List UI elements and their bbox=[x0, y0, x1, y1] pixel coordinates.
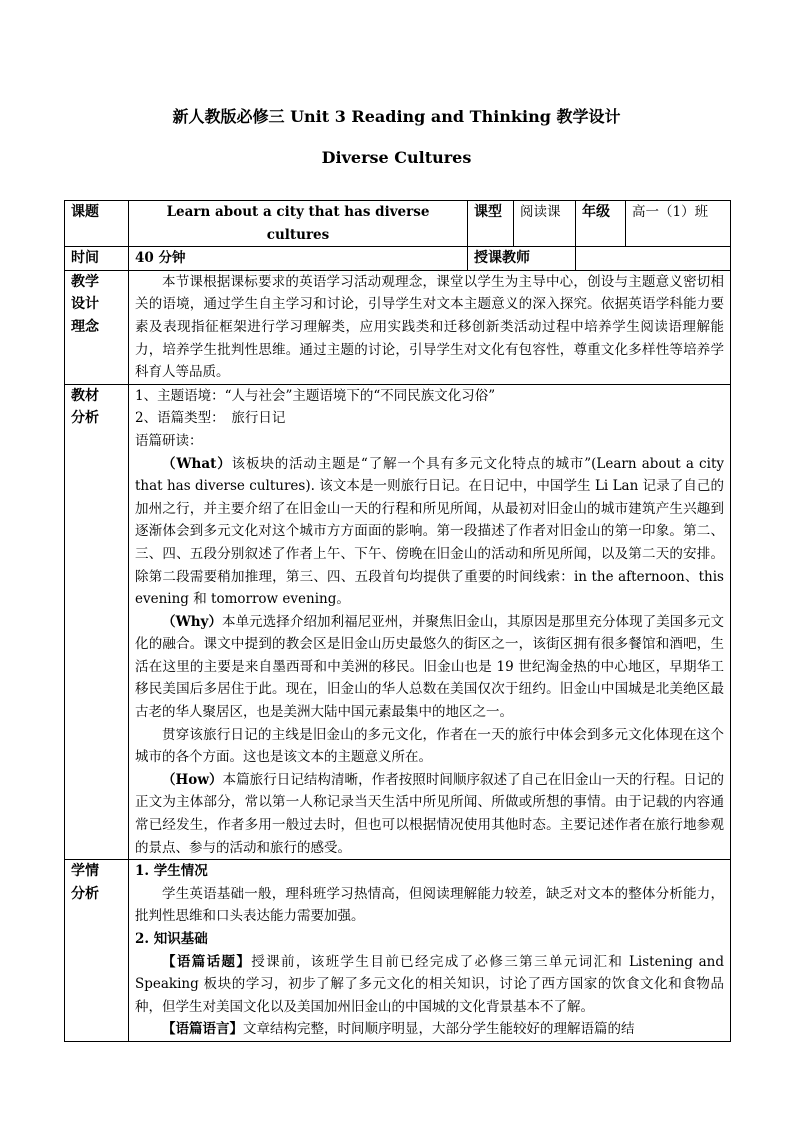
grade-value: 高一（1）班 bbox=[626, 201, 731, 247]
analysis-how-paragraph: （How）本篇旅行日记结构清晰，作者按照时间顺序叙述了自己在旧金山一天的行程。日记的正文为主体部分，常以第一人称记录当天生活中所见所闻、所做或所想的事情。由于记载的内容通常已经发生，作者多用一般过去时，但也可以根据情况使用其他时态。主要记述作者在旅行地参观的景点、参与的活动和旅行的感受。 bbox=[135, 771, 724, 856]
analysis-what-paragraph: （What）该板块的活动主题是“了解一个具有多元文化特点的城市”(Learn about a city that has diverse cultures). 该文本是一则旅行日记。在日记中，中国学生 Li Lan 记录了自己的加州之行，并主要介绍了在旧金山一天的行程和所见所闻，从最初对旧金山的城市建筑产生兴趣到逐渐体会到多元文化对这个城市方方面面的影响。第一段描述了作者对旧金山的第一印象。第二、三、四、五段分别叙述了作者上午、下午、傍晚在旧金山的活动和所见所闻，以及第二天的安排。除第二段需要稍加推理，第三、四、五段首句均提供了重要的时间线索：in the afternoon、this evening 和 tomorrow evening。 bbox=[135, 455, 724, 608]
student-heading-situation: 1. 学生情况 bbox=[135, 863, 208, 880]
table-row-analysis bbox=[65, 384, 731, 859]
analysis-item-context: 1、主题语境：“人与社会”主题语境下的“不同民族文化习俗” bbox=[135, 387, 496, 404]
label-grade: 年级 bbox=[576, 201, 626, 247]
student-heading-knowledge: 2. 知识基础 bbox=[135, 931, 208, 947]
topic-value: Learn about a city that has diverse cultures bbox=[129, 201, 468, 247]
teacher-value bbox=[576, 247, 731, 271]
label-topic: 课题 bbox=[65, 201, 129, 247]
time-value: 40 分钟 bbox=[129, 247, 468, 271]
label-time: 时间 bbox=[65, 247, 129, 271]
lesson-type-value: 阅读课 bbox=[514, 201, 576, 247]
analysis-main-paragraph: 贯穿该旅行日记的主线是旧金山的多元文化，作者在一天的旅行中体会到多元文化体现在这个城市的各个方面。这也是该文本的主题意义所在。 bbox=[135, 726, 724, 766]
label-student-analysis: 学情 分析 bbox=[65, 860, 129, 1042]
table-row-time bbox=[65, 247, 731, 271]
student-situation-text: 学生英语基础一般，理科班学习热情高，但阅读理解能力较差，缺乏对文本的整体分析能力，批判性思维和口头表达能力需要加强。 bbox=[135, 885, 724, 925]
table-row-student bbox=[65, 860, 731, 1042]
label-teacher: 授课教师 bbox=[468, 247, 576, 271]
label-design-concept: 教学 设计 理念 bbox=[65, 270, 129, 384]
student-language-paragraph: 【语篇语言】文章结构完整，时间顺序明显，大部分学生能较好的理解语篇的结 bbox=[162, 1021, 635, 1038]
table-row-concept bbox=[65, 270, 731, 384]
analysis-item-genre: 2、语篇类型： 旅行日记 bbox=[135, 410, 286, 427]
textbook-analysis-content bbox=[129, 384, 731, 859]
student-topic-paragraph: 【语篇话题】授课前，该班学生目前已经完成了必修三第三单元词汇和 Listening and Speaking 板块的学习，初步了解了多元文化的相关知识，讨论了西方国家的饮食文化和食物品种，但学生对美国文化以及美国加州旧金山的中国城的文化背景基本不了解。 bbox=[135, 953, 724, 1015]
design-concept-text: 本节课根据课标要求的英语学习活动观理念，课堂以学生为主导中心，创设与主题意义密切相关的语境，通过学生自主学习和讨论，引导学生对文本主题意义的深入探究。依据英语学科能力要素及表现指征框架进行学习理解类，应用实践类和迁移创新类活动过程中培养学生阅读语理解能力，培养学生批判性思维。通过主题的讨论，引导学生对文化有包容性，尊重文化多样性等培养学科育人等品质。 bbox=[135, 273, 724, 381]
label-lesson-type: 课型 bbox=[468, 201, 514, 247]
analysis-why-paragraph: （Why）本单元选择介绍加利福尼亚州，并聚焦旧金山，其原因是那里充分体现了美国多元文化的融合。课文中提到的教会区是旧金山历史最悠久的街区之一，该街区拥有很多餐馆和酒吧，生活在这里的主要是来自墨西哥和中美洲的移民。旧金山也是 19 世纪淘金热的中心地区，早期华工移民美国后多居住于此。现在，旧金山的华人总数在美国仅次于纽约。旧金山中国城是北美绝区最古老的华人聚居区，也是美洲大陆中国元素最集中的地区之一。 bbox=[135, 613, 724, 721]
document-subtitle: Diverse Cultures bbox=[321, 148, 472, 167]
student-analysis-content bbox=[129, 860, 731, 1042]
design-concept-content bbox=[129, 270, 731, 384]
lesson-plan-table bbox=[64, 200, 731, 1042]
analysis-item-reading: 语篇研读： bbox=[135, 432, 203, 449]
table-row-topic bbox=[65, 201, 731, 247]
label-textbook-analysis: 教材 分析 bbox=[65, 384, 129, 859]
document-title: 新人教版必修三 Unit 3 Reading and Thinking 教学设计 bbox=[172, 107, 621, 126]
